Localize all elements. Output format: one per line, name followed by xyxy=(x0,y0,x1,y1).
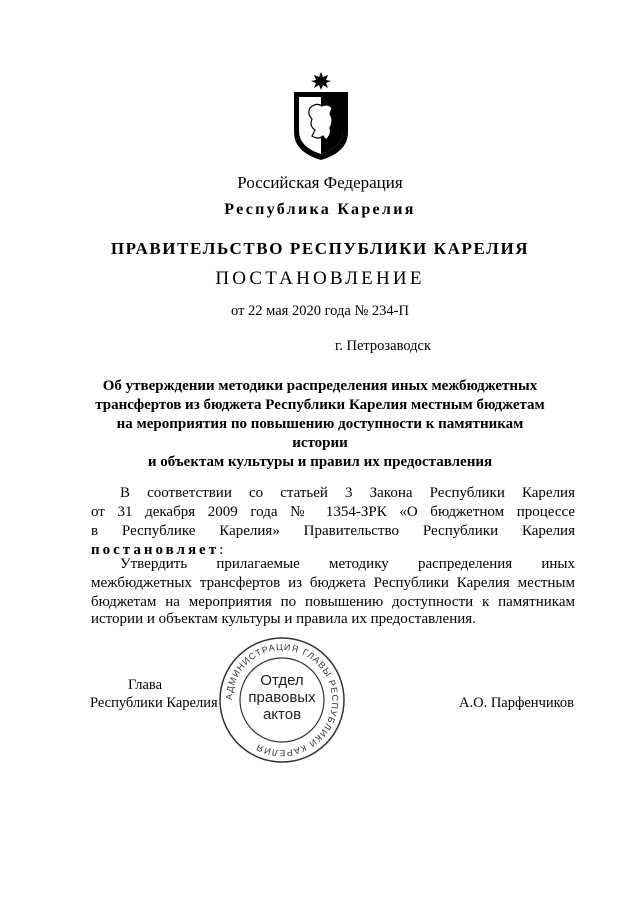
republic-name: Республика Карелия xyxy=(224,201,416,218)
resolves-word: постановляет xyxy=(91,542,220,558)
country-name: Российская Федерация xyxy=(237,173,403,192)
body-line: Утвердить прилагаемые методику распределения иных xyxy=(120,556,575,572)
colon: : xyxy=(219,542,224,558)
stamp-center xyxy=(240,672,324,723)
title-line: и объектам культуры и правил их предоставления xyxy=(147,454,493,470)
body-line: истории и объектам культуры и правила их предоставления. xyxy=(91,611,476,627)
document-type: ПОСТАНОВЛЕНИЕ xyxy=(215,268,425,289)
signer-name: А.О. Парфенчиков xyxy=(459,695,575,711)
title-line: на мероприятия по повышению доступности к памятникам истории xyxy=(116,416,524,451)
stamp-ring-text: АДМИНИСТРАЦИЯ ГЛАВЫ РЕСПУБЛИКИ КАРЕЛИЯ xyxy=(223,641,341,759)
document-title xyxy=(90,377,550,472)
title-line: Об утверждении методики распределения иных межбюджетных xyxy=(102,378,538,394)
date-number: от 22 мая 2020 года № 234-П xyxy=(231,303,409,319)
stamp-line: актов xyxy=(262,706,302,723)
body-line: от 31 декабря 2009 года № 1354-ЗРК «О бюджетном процессе xyxy=(91,504,575,520)
body-line: бюджетам на мероприятия по повышению доступности к памятникам xyxy=(91,594,575,610)
signer-title-line2: Республики Карелия xyxy=(90,695,218,711)
body-line: межбюджетных трансфертов из бюджета Республики Карелия местным xyxy=(91,575,575,591)
government-name: ПРАВИТЕЛЬСТВО РЕСПУБЛИКИ КАРЕЛИЯ xyxy=(110,239,530,258)
karelia-coat-of-arms-icon xyxy=(290,70,352,162)
body-line: В соответствии со статьей 3 Закона Республики Карелия xyxy=(120,485,575,501)
signer-title-line1: Глава xyxy=(127,677,163,693)
city: г. Петрозаводск xyxy=(334,338,432,354)
stamp-line: Отдел xyxy=(260,672,304,689)
title-line: трансфертов из бюджета Республики Карелия местным бюджетам xyxy=(95,397,545,413)
stamp-line: правовых xyxy=(248,689,316,706)
body-line: в Республике Карелия» Правительство Республики Карелия xyxy=(91,523,575,539)
